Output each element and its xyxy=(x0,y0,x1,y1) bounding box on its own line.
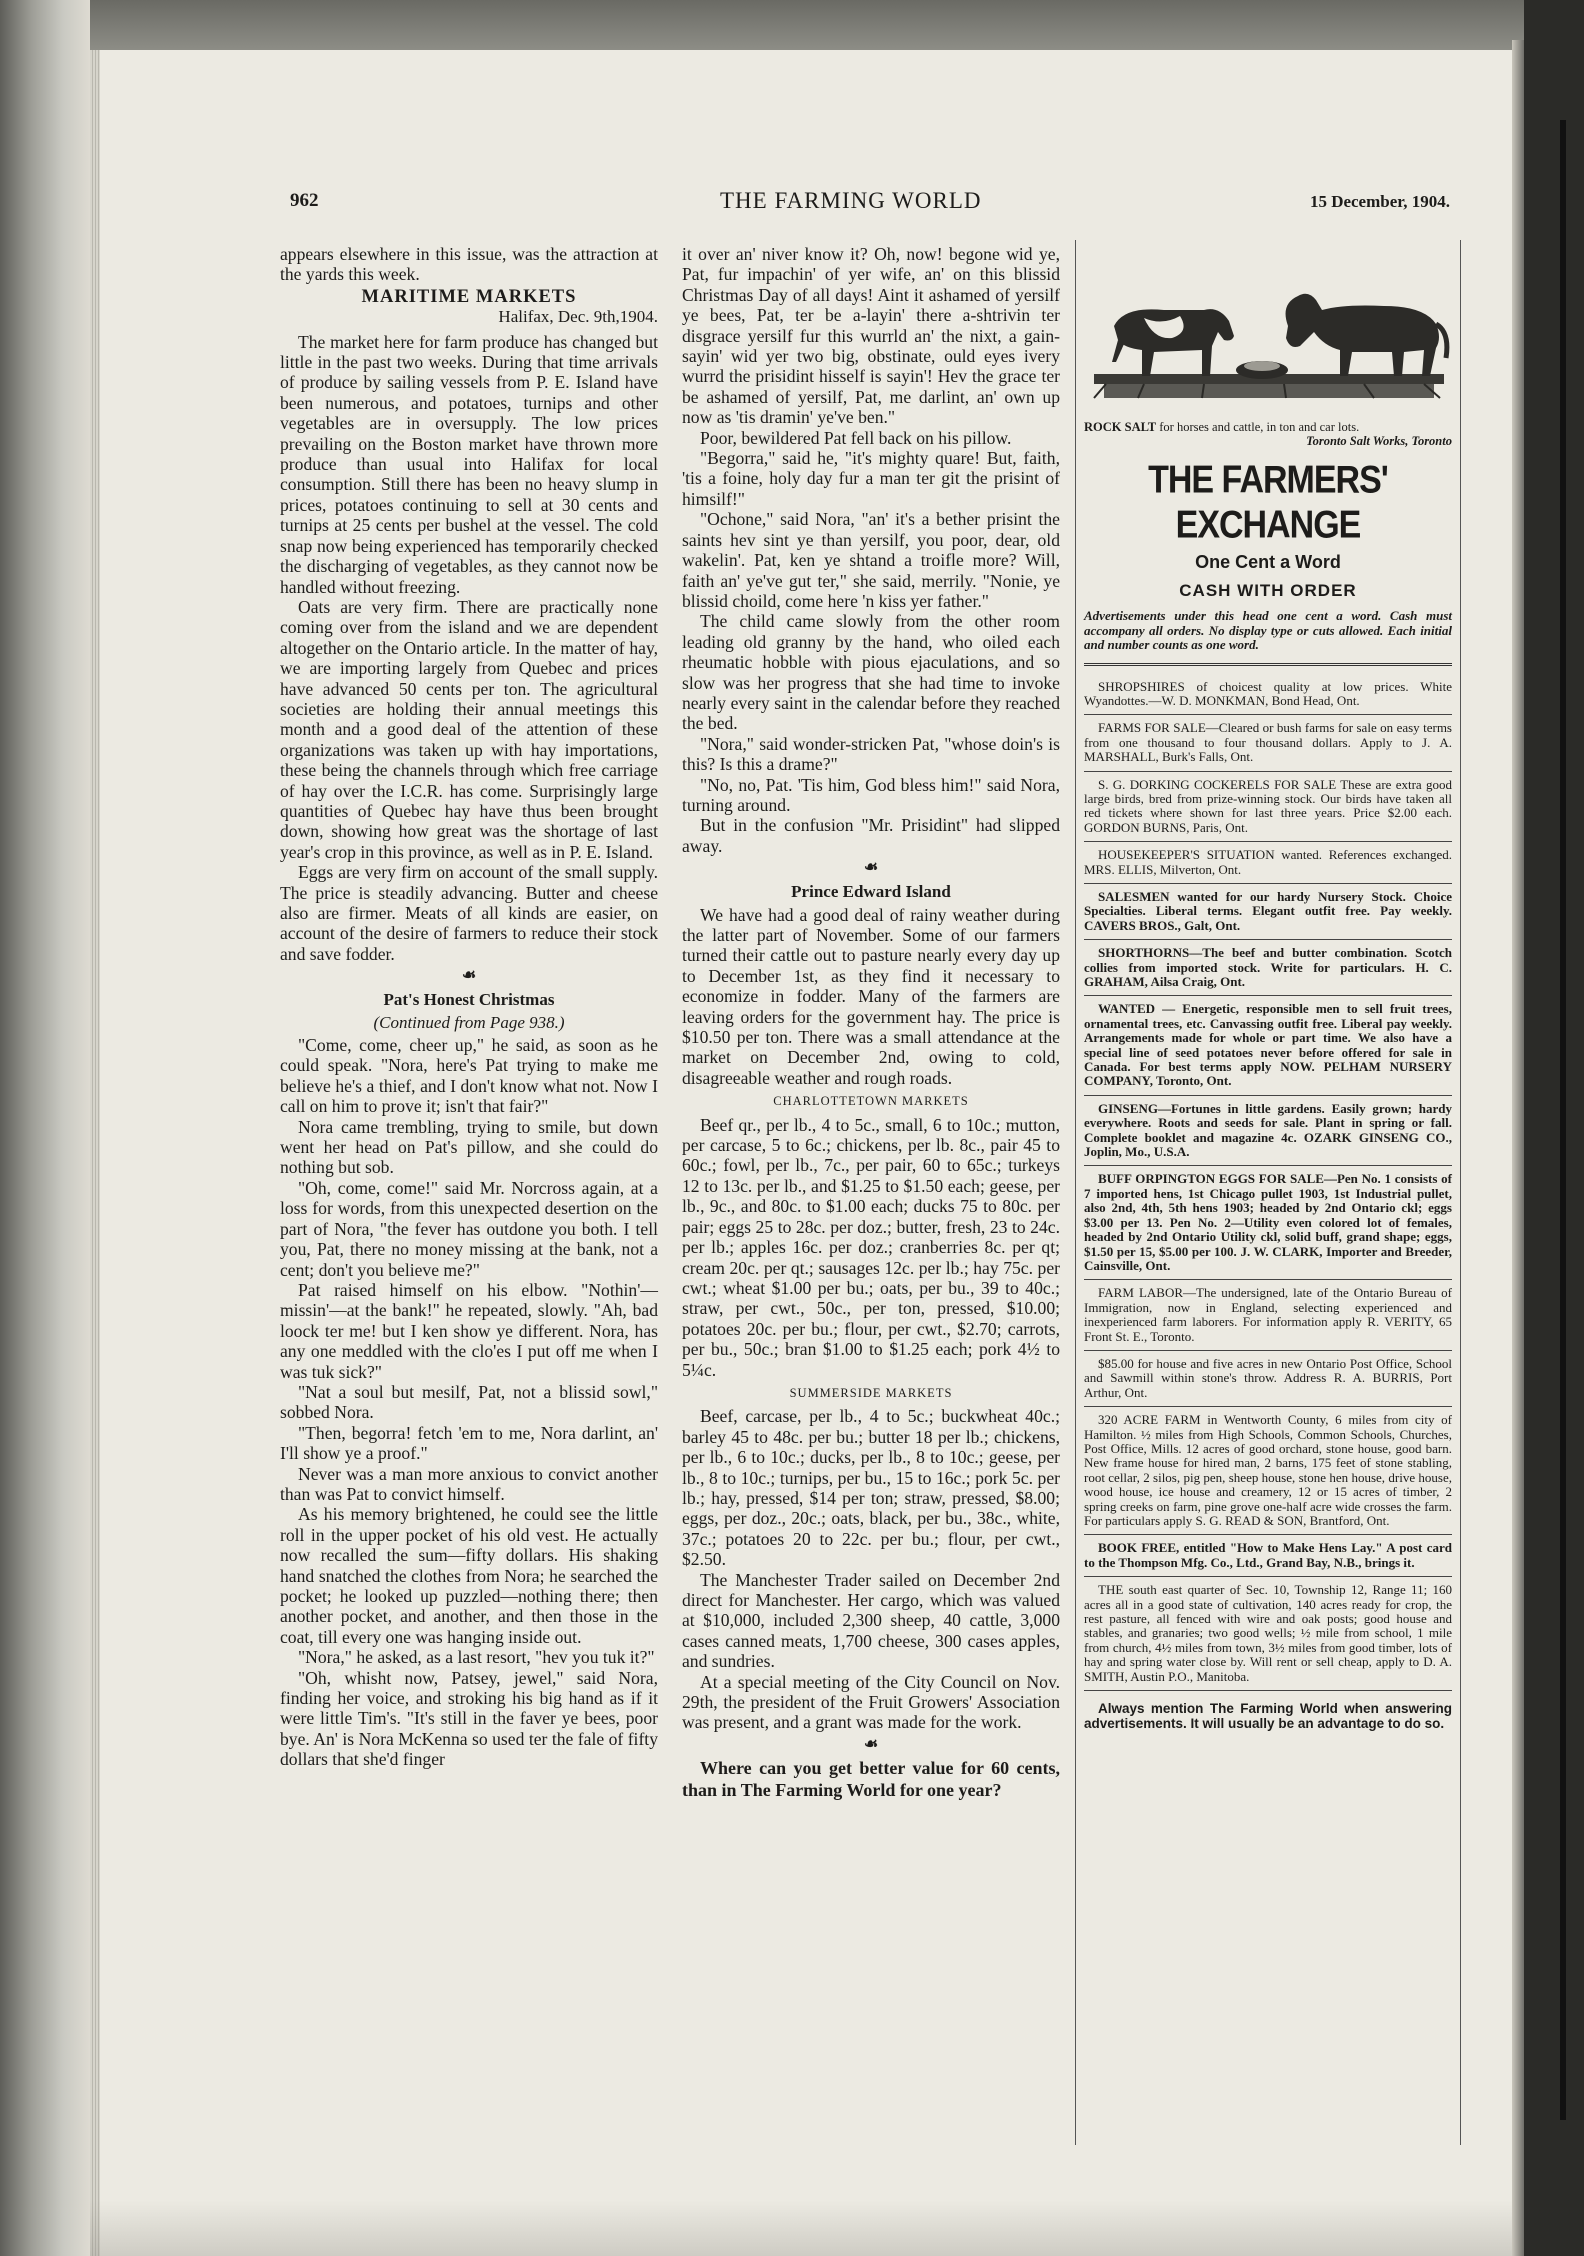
facing-page-rule xyxy=(1560,120,1566,2120)
page-edge-right xyxy=(1512,40,1524,2256)
farmers-exchange-note: Advertisements under this head one cent a word. Cash must accompany all orders. No display type or cuts allowed. Each initial and number counts as one word. xyxy=(1084,608,1452,652)
classified-ad: SALESMEN wanted for our hardy Nursery Stock. Choice Specialties. Liberal terms. Elegant outfit free. Pay weekly. CAVERS BROS., Galt, Ont. xyxy=(1084,884,1452,940)
cattle-horse-illustration xyxy=(1084,266,1452,416)
classified-ad: 320 ACRE FARM in Wentworth County, 6 miles from city of Hamilton. ½ miles from High Schools, Common Schools, Churches, Post Office, Mills. 12 acres of good orchard, stone house, good barn. New frame house for hired man, 2 barns, 175 feet of stone stabling, root cellar, 2 silos, pig pen, sheep house, stone hen house, drive house, wood house, ice house and creamery, 12 or 15 acres of timber, 2 spring creeks on farm, pine grove one-half acre wide crosses the farm. For particulars apply S. G. READ & SON, Brantford, Ont. xyxy=(1084,1407,1452,1535)
paragraph: "Begorra," said he, "it's mighty quare! But, faith, 'tis a foine, holy day fur a man ter git the prisint of himsilf!" xyxy=(682,448,1060,509)
paragraph: "Ochone," said Nora, "an' it's a bether prisint the saints hev sint ye than yersilf, you poor, dear, old wakelin'. Pat, ken ye shtand a troifle more? Will, faith an' ye've gut ter," she said, merrily. "Nonie, ye blissid choild, come here 'n kiss yer father." xyxy=(682,509,1060,611)
scanner-background-left xyxy=(0,0,90,2256)
livestock-engraving xyxy=(1084,266,1452,416)
paragraph: At a special meeting of the City Council on Nov. 29th, the president of the Fruit Growers' Association was present, and a grant was made for the work. xyxy=(682,1671,1060,1733)
ornament-separator-icon: ☙ xyxy=(863,859,879,877)
page-stack-edge xyxy=(90,50,100,2256)
column-advertisements xyxy=(1084,240,1452,2145)
classified-ad: FARMS FOR SALE—Cleared or bush farms for sale on easy terms from one thousand to four thousand dollars. Apply to J. A. MARSHALL, Burk's Falls, Ont. xyxy=(1084,715,1452,771)
paragraph: "Then, begorra! fetch 'em to me, Nora darlint, an' I'll show ye a proof." xyxy=(280,1422,658,1464)
paragraph: The market here for farm produce has changed but little in the past two weeks. During that time arrivals of produce by sailing vessels from P. E. Island have been numerous, and potatoes, turnips and other vegetables are in oversupply. The low prices prevailing on the Boston market have thrown more produce than usual into Halifax for local consumption. Still there has been no heavy slump in prices, potatoes continuing to sell at 30 cents and turnips at 25 cents per bushel at the vessel. The cold snap now being experienced has temporarily checked the discharging of vegetables, as they cannot now be handled without freezing. xyxy=(280,331,658,597)
farmers-exchange-title: THE FARMERS' EXCHANGE xyxy=(1148,458,1388,547)
section-heading-pei: Prince Edward Island xyxy=(791,882,951,902)
rock-salt-text: for horses and cattle, in ton and car lots. xyxy=(1159,420,1360,434)
paragraph: Oats are very firm. There are practically none coming over from the island and we are dependent altogether on the Ontario article. In the matter of hay, we are importing largely from Quebec and prices have advanced 50 cents per ton. The agricultural societies are holding their annual meetings this month and a good deal of the attention of these organizations was taken up with hay importations, these being the channels through which free carriage of hay over the I.C.R. has come. Surprisingly large quantities of Quebec hay have thus been brought down, showing how great was the shortage of last year's crop in this province, as well as in P. E. Island. xyxy=(280,596,658,862)
classified-ad: SHROPSHIRES of choicest quality at low prices. White Wyandottes.—W. D. MONKMAN, Bond Head, Ont. xyxy=(1084,674,1452,716)
market-heading-charlottetown: CHARLOTTETOWN MARKETS xyxy=(773,1094,969,1109)
paragraph: "Nora," said wonder-stricken Pat, "whose doin's is this? Is this a drame?" xyxy=(682,733,1060,775)
paragraph: "Nat a soul but mesilf, Pat, not a blissid sowl," sobbed Nora. xyxy=(280,1381,658,1423)
column-rule xyxy=(1460,240,1461,2145)
paragraph: "Come, come, cheer up," he said, as soon as he could speak. "Nora, here's Pat trying to make me believe he's a thief, and I don't know what not. Now I call on him to prove it; isn't that fair?" xyxy=(280,1035,658,1117)
paragraph: We have had a good deal of rainy weather during the latter part of November. Some of our farmers turned their cattle out to pasture nearly every day up to December 1st, as they find it necessary to economize in fodder. Many of the farmers are leaving orders for the government hay. The price is $10.50 per ton. There was a small attendance at the market on December 2nd, owing to cold, disagreeable weather and rough roads. xyxy=(682,904,1060,1088)
rock-salt-lead: ROCK SALT xyxy=(1084,420,1157,434)
paragraph: appears elsewhere in this issue, was the attraction at the yards this week. xyxy=(280,244,658,285)
paragraph: Poor, bewildered Pat fell back on his pillow. xyxy=(700,427,1012,448)
paragraph: "Nora," he asked, as a last resort, "hev you tuk it?" xyxy=(298,1647,655,1668)
ornament-separator-icon: ☙ xyxy=(461,967,477,985)
classified-ad: THE south east quarter of Sec. 10, Township 12, Range 11; 160 acres all in a good state of cultivation, 140 acres ready for crop, the rest pasture, all fenced with wire and oak posts; good house and stables, and granaries; two good wells; ½ mile from school, 1 mile from church, 4½ miles from town, 3½ miles from good timber, lots of hay and spring water close by. Will rent or sell cheap, apply to D. A. SMITH, Austin P.O., Manitoba. xyxy=(1084,1577,1452,1691)
farmers-exchange-terms: CASH WITH ORDER xyxy=(1179,581,1357,600)
classified-ad: SHORTHORNS—The beef and butter combination. Scotch collies from imported stock. Write for particulars. H. C. GRAHAM, Ailsa Craig, Ont. xyxy=(1084,940,1452,996)
paragraph: Beef qr., per lb., 4 to 5c., small, 6 to 10c.; mutton, per carcase, 5 to 6c.; chickens, per lb. 8c., pair 45 to 60c.; fowl, per lb., 7c., per pair, 60 to 65c.; turkeys 12 to 13c. per lb., and $1.25 to $1.50 each; geese, per lb., 9c., and 80c. to $1.00 each; ducks 75 to 80c. per pair; eggs 25 to 28c. per doz.; butter, fresh, 23 to 24c. per lb.; apples 16c. per doz.; cranberries 8c. per qt; cream 20c. per qt.; sausages 12c. per lb.; hay 75c. per cwt.; wheat $1.00 per bu.; oats, per bu., 39 to 40c.; straw, per cwt., 50c., per ton, pressed, $10.00; potatoes 20c. per bu.; flour, per cwt., $2.70; carrots, per bu., 50c.; bran $1.00 to $1.25 each; pork 4½ to 5¼c. xyxy=(682,1114,1060,1380)
scanner-background-right xyxy=(1524,0,1584,2256)
promo-question: Where can you get better value for 60 cents, than in The Farming World for one year? xyxy=(682,1757,1060,1800)
rock-salt-firm: Toronto Salt Works, Toronto xyxy=(1306,434,1452,448)
classified-ad: FARM LABOR—The undersigned, late of the Ontario Bureau of Immigration, now in England, selecting experienced and inexperienced farm laborers. For information apply R. VERITY, 65 Front St. E., Toronto. xyxy=(1084,1280,1452,1351)
classified-ad: $85.00 for house and five acres in new Ontario Post Office, School and Sawmill within stone's throw. Address R. A. BURRIS, Port Arthur, Ont. xyxy=(1084,1351,1452,1407)
page-number: 962 xyxy=(290,190,319,211)
scanner-background-top xyxy=(0,0,1584,50)
advertising-footer-notice: Always mention The Farming World when answering advertisements. It will usually be an advantage to do so. xyxy=(1084,1701,1452,1732)
market-heading-summerside: SUMMERSIDE MARKETS xyxy=(789,1385,953,1400)
publication-title: THE FARMING WORLD xyxy=(720,188,982,213)
issue-date: 15 December, 1904. xyxy=(1309,192,1450,211)
paragraph: Eggs are very firm on account of the small supply. The price is steadily advancing. Butter and cheese also are firmer. Meats of all kinds are easier, on account of the desire of farmers to reduce their stock and save fodder. xyxy=(280,862,658,964)
paragraph: "Oh, come, come!" said Mr. Norcross again, at a loss for words, from this unexpected desertion on the part of Nora, "the fever has outdone you both. I tell you, Pat, there no money missing at the bank, not a cent; don't you believe me?" xyxy=(280,1177,658,1280)
paragraph: Never was a man more anxious to convict another than was Pat to convict himself. xyxy=(280,1463,658,1504)
paragraph: As his memory brightened, he could see the little roll in the upper pocket of his old vest. He actually now recalled the sum—fifty dollars. His shaking hand snatched the clothes from Nora; he searched the pocket; he looked up puzzled—nothing there; then another pocket, and another, and then those in the coat, till every one was hanging inside out. xyxy=(280,1504,658,1647)
classified-ad: GINSENG—Fortunes in little gardens. Easily grown; hardy everywhere. Roots and seeds for sale. Plant in spring or fall. Complete booklet and magazine 4c. OZARK GINSENG CO., Joplin, Mo., U.S.A. xyxy=(1084,1096,1452,1167)
classified-ad: S. G. DORKING COCKERELS FOR SALE These are extra good large birds, bred from prize-winning stock. Our birds have taken all red tickets where shown for last three years. Price $2.00 each. GORDON BURNS, Paris, Ont. xyxy=(1084,772,1452,843)
section-heading-maritime-markets: MARITIME MARKETS xyxy=(361,286,577,307)
classified-ad: WANTED — Energetic, responsible men to sell fruit trees, ornamental trees, etc. Canvassing outfit free. Liberal pay weekly. Arrangements made for whole or part time. We also have a special line of seed potatoes never before offered for sale in Canada. For best terms apply NOW. PELHAM NURSERY COMPANY, Toronto, Ont. xyxy=(1084,996,1452,1095)
paragraph: "No, no, Pat. 'Tis him, God bless him!" said Nora, turning around. xyxy=(682,774,1060,815)
ornament-separator-icon: ☙ xyxy=(863,1735,879,1753)
story-heading: Pat's Honest Christmas xyxy=(383,990,555,1010)
paragraph: Beef, carcase, per lb., 4 to 5c.; buckwheat 40c.; barley 45 to 48c. per bu.; butter 18 per lb.; chickens, per lb., 6 to 10c.; ducks, per lb., 8 to 10c.; geese, per lb., 8 to 10c.; turnips, per bu., 15 to 16c.; pork 5c. per lb.; hay, pressed, $14 per ton; straw, pressed, $8.00; eggs, per doz., 20c.; oats, black, per bu., 38c., white, 37c.; potatoes 20 to 22c. per bu.; flour, per cwt., $2.50. xyxy=(682,1406,1060,1570)
page-header xyxy=(290,190,1450,220)
column-middle xyxy=(682,244,1060,1801)
double-rule xyxy=(1084,663,1452,666)
column-left xyxy=(280,244,658,1770)
continuation-note: (Continued from Page 938.) xyxy=(373,1012,565,1032)
paragraph: But in the confusion "Mr. Prisidint" had slipped away. xyxy=(682,815,1060,856)
paragraph: The Manchester Trader sailed on December 2nd direct for Manchester. Her cargo, which was valued at $10,000, included 2,300 sheep, 40 cattle, 3,000 cases canned meats, 1,700 cheese, 300 cases apples, and sundries. xyxy=(682,1569,1060,1672)
dateline: Halifax, Dec. 9th,1904. xyxy=(498,307,658,327)
classified-ad: HOUSEKEEPER'S SITUATION wanted. References exchanged. MRS. ELLIS, Milverton, Ont. xyxy=(1084,842,1452,884)
paragraph: "Oh, whisht now, Patsey, jewel," said Nora, finding her voice, and stroking his big hand as if it were little Tim's. "It's still in the faver ye bees, poor bye. An' is Nora McKenna so used ter the fale of fifty dollars that she'd finger xyxy=(280,1667,658,1770)
paragraph: The child came slowly from the other room leading old granny by the hand, who oiled each rheumatic hobble with pious ejaculations, and so slow was her progress that she had time to invoke nearly every saint in the calendar before they reached the bed. xyxy=(682,611,1060,734)
rock-salt-ad xyxy=(1084,420,1452,448)
farmers-exchange-rate: One Cent a Word xyxy=(1195,552,1341,572)
column-rule xyxy=(1075,240,1076,2145)
classified-ad: BOOK FREE, entitled "How to Make Hens Lay." A post card to the Thompson Mfg. Co., Ltd., Grand Bay, N.B., brings it. xyxy=(1084,1535,1452,1577)
paragraph: Nora came trembling, trying to smile, but down went her head on Pat's pillow, and she could do nothing but sob. xyxy=(280,1116,658,1178)
paragraph: Pat raised himself on his elbow. "Nothin'—missin'—at the bank!" he repeated, slowly. "Ah, bad loock ter me! but I ken show ye different. Nora, has any one meddled with the clo'es I put off me when I was tuk sick?" xyxy=(280,1279,658,1382)
page-bottom-shadow xyxy=(90,2200,1512,2256)
paragraph: it over an' niver know it? Oh, now! begone wid ye, Pat, fur impachin' of yer wife, an' on this blissid Christmas Day of all days! Aint it ashamed of yersilf ye bees, Pat, ter be a-layin' there a-shtrivin ter disgrace yersilf fur this wurrld an' the nixt, a gain-sayin' wid yer two big, obstinate, ould eyes ivery wurrd the prisidint hisself is sayin'! Hev the grace ter be ashamed of yersilf, Pat, me darlint, an' own up now as 'tis dramin' ye've ben." xyxy=(682,244,1060,428)
classified-ad: BUFF ORPINGTON EGGS FOR SALE—Pen No. 1 consists of 7 imported hens, 1st Chicago pullet 1903, 1st Industrial pullet, also 2nd, 4th, 5th hens 1903; headed by 2nd Ontario ckl; eggs $3.00 per 13. Pen No. 2—Utility even colored lot of females, headed by 2nd Ontario Utility ckl, solid buff, grand shape; eggs, $1.50 per 15, $5.00 per 100. J. W. CLARK, Importer and Breeder, Cainsville, Ont. xyxy=(1084,1166,1452,1280)
